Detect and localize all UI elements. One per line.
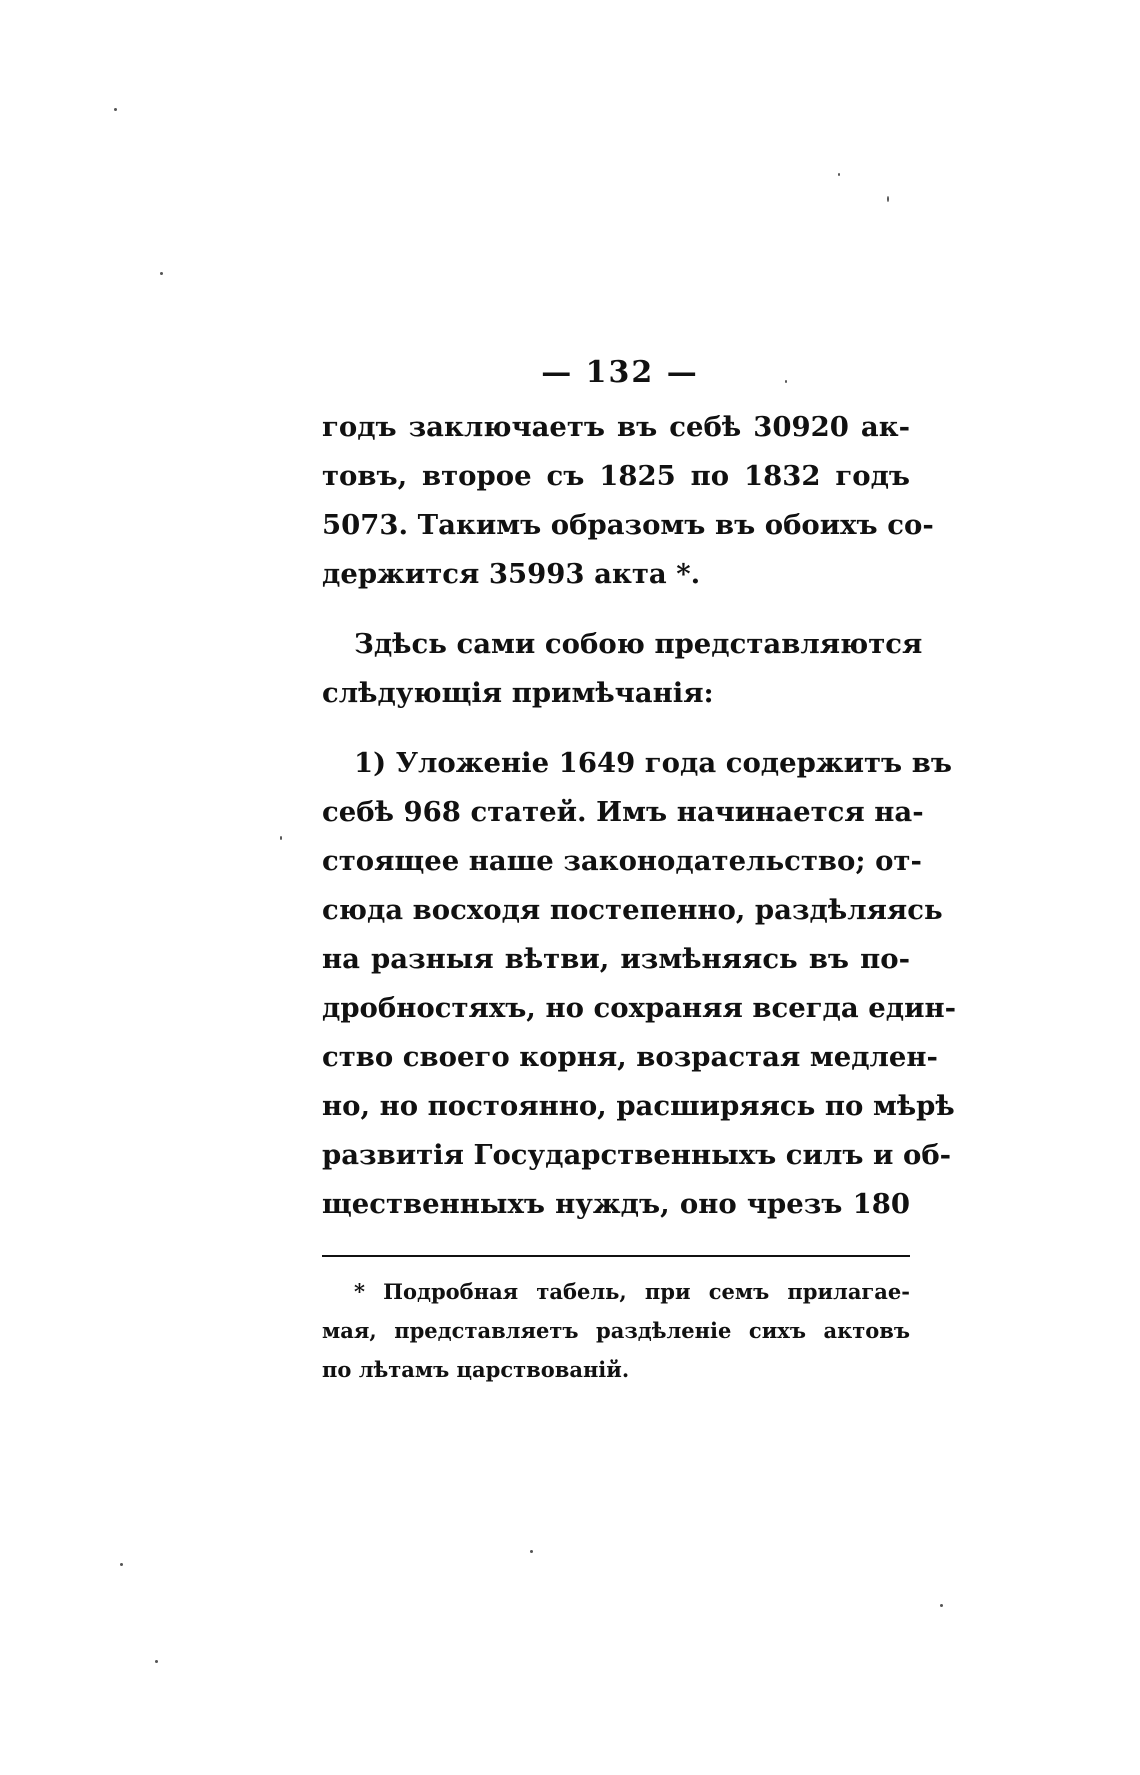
text-line: Здѣсь сами собою представляются	[354, 628, 923, 660]
text-line: развитія Государственныхъ силъ и об-	[322, 1139, 952, 1171]
scan-speck	[155, 1660, 158, 1663]
text-line: на разныя вѣтви, измѣняясь въ по-	[322, 943, 910, 975]
text-line: 5073. Такимъ образомъ въ обоихъ со-	[322, 509, 934, 541]
scan-speck	[838, 173, 840, 176]
text-line: но, но постоянно, расширяясь по мѣрѣ	[322, 1090, 955, 1122]
scan-speck	[120, 1563, 123, 1566]
paragraph-gap	[322, 599, 910, 620]
text-line: ство своего корня, возрастая медлен-	[322, 1041, 938, 1073]
paragraph-gap	[322, 718, 910, 739]
body-text	[322, 403, 957, 1229]
scan-speck	[280, 836, 282, 840]
text-line: щественныхъ нуждъ, оно чрезъ 180	[322, 1188, 910, 1220]
scan-speck	[160, 272, 163, 275]
text-line: себѣ 968 статей. Имъ начинается на-	[322, 796, 924, 828]
text-line: дробностяхъ, но сохраняя всегда един-	[322, 992, 957, 1024]
scan-speck	[940, 1604, 943, 1607]
scan-speck	[114, 108, 117, 111]
footnote-divider	[322, 1255, 910, 1257]
footnote-line: мая, представляетъ раздѣленіе сихъ актовъ	[322, 1318, 910, 1343]
text-line: годъ заключаетъ въ себѣ 30920 ак-	[322, 411, 910, 443]
footnote	[322, 1272, 910, 1389]
footnote-line: по лѣтамъ царствованій.	[322, 1357, 630, 1382]
footnote-line: * Подробная табель, при семъ прилагае-	[354, 1279, 910, 1304]
scan-speck	[785, 380, 787, 383]
text-line: 1) Уложеніе 1649 года содержитъ въ	[354, 747, 952, 779]
text-line: сюда восходя постепенно, раздѣляясь	[322, 894, 943, 926]
page-number: — 132 —	[541, 355, 699, 390]
text-line: слѣдующія примѣчанія:	[322, 677, 714, 709]
text-line: товъ, второе съ 1825 по 1832 годъ	[322, 460, 910, 492]
text-line: держится 35993 акта *.	[322, 558, 701, 590]
scan-speck	[530, 1550, 533, 1553]
text-line: стоящее наше законодательство; от-	[322, 845, 922, 877]
scan-speck	[887, 196, 889, 202]
